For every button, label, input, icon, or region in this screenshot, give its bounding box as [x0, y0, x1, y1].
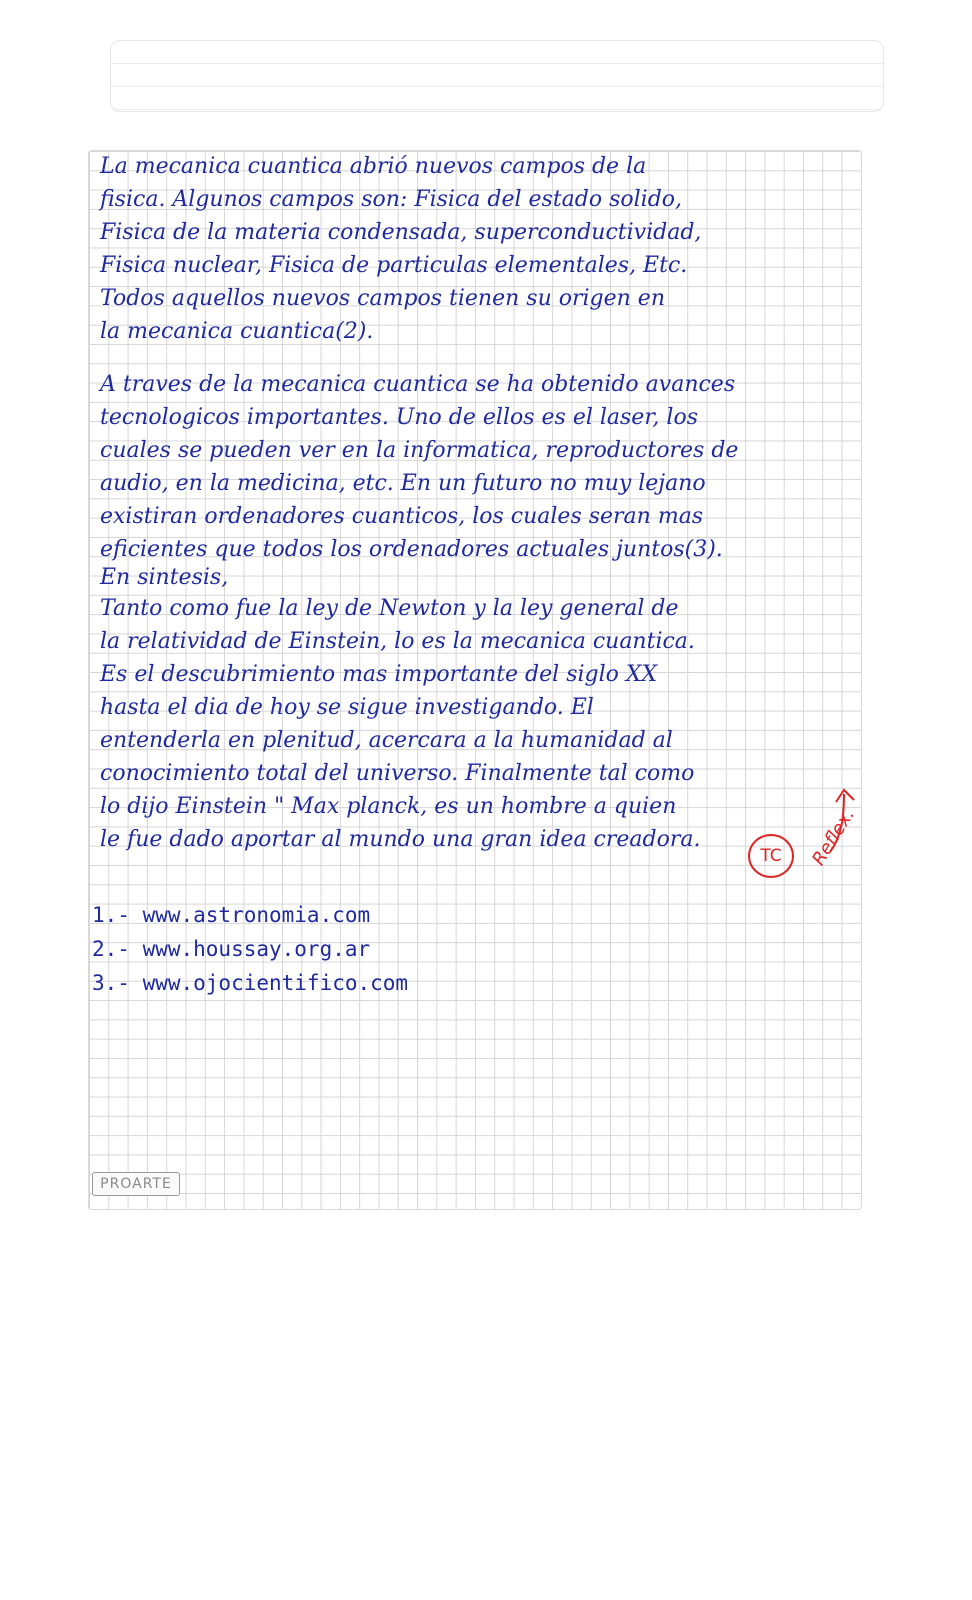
reference-item: 3.- www.ojocientifico.com: [92, 971, 409, 995]
paragraph-quantum-fields: [100, 150, 701, 348]
handwritten-line: la mecanica cuantica(2).: [100, 319, 374, 344]
handwritten-line: La mecanica cuantica abrió nuevos campos de la: [100, 154, 647, 179]
handwritten-line: existiran ordenadores cuanticos, los cuales seran mas: [100, 504, 704, 529]
reference-item: 2.- www.houssay.org.ar: [92, 937, 371, 961]
teacher-note: Reflex.: [808, 804, 860, 870]
handwritten-line: Fisica nuclear, Fisica de particulas elementales, Etc.: [100, 253, 688, 278]
handwritten-line: lo dijo Einstein " Max planck, es un hombre a quien: [100, 794, 677, 819]
conclusion-heading: En sintesis,: [100, 565, 229, 590]
handwritten-line: conocimiento total del universo. Finalmente tal como: [100, 761, 695, 786]
references-list: [92, 898, 408, 1000]
handwritten-line: Tanto como fue la ley de Newton y la ley general de: [100, 596, 679, 621]
handwritten-line: le fue dado aportar al mundo una gran idea creadora.: [100, 827, 701, 852]
teacher-grade-circle: TC: [748, 834, 794, 878]
handwritten-line: Es el descubrimiento mas importante del siglo XX: [100, 662, 658, 687]
notebook-brand-logo: PROARTE: [92, 1172, 180, 1196]
handwritten-line: cuales se pueden ver en la informatica, reproductores de: [100, 438, 739, 463]
handwritten-line: Fisica de la materia condensada, superconductividad,: [100, 220, 702, 245]
handwritten-line: la relatividad de Einstein, lo es la mecanica cuantica.: [100, 629, 695, 654]
handwritten-line: eficientes que todos los ordenadores actuales juntos(3).: [100, 537, 723, 562]
handwritten-line: Todos aquellos nuevos campos tienen su origen en: [100, 286, 665, 311]
handwritten-line: entenderla en plenitud, acercara a la humanidad al: [100, 728, 673, 753]
paragraph-conclusion: [100, 564, 701, 856]
handwritten-line: hasta el dia de hoy se sigue investigando. El: [100, 695, 594, 720]
handwritten-line: audio, en la medicina, etc. En un futuro no muy lejano: [100, 471, 706, 496]
paragraph-technology-advances: [100, 368, 738, 566]
page-header-strip: [110, 40, 884, 112]
reference-item: 1.- www.astronomia.com: [92, 903, 371, 927]
handwritten-line: tecnologicos importantes. Uno de ellos es el laser, los: [100, 405, 698, 430]
handwritten-line: fisica. Algunos campos son: Fisica del estado solido,: [100, 187, 683, 212]
handwritten-line: A traves de la mecanica cuantica se ha obtenido avances: [100, 372, 736, 397]
